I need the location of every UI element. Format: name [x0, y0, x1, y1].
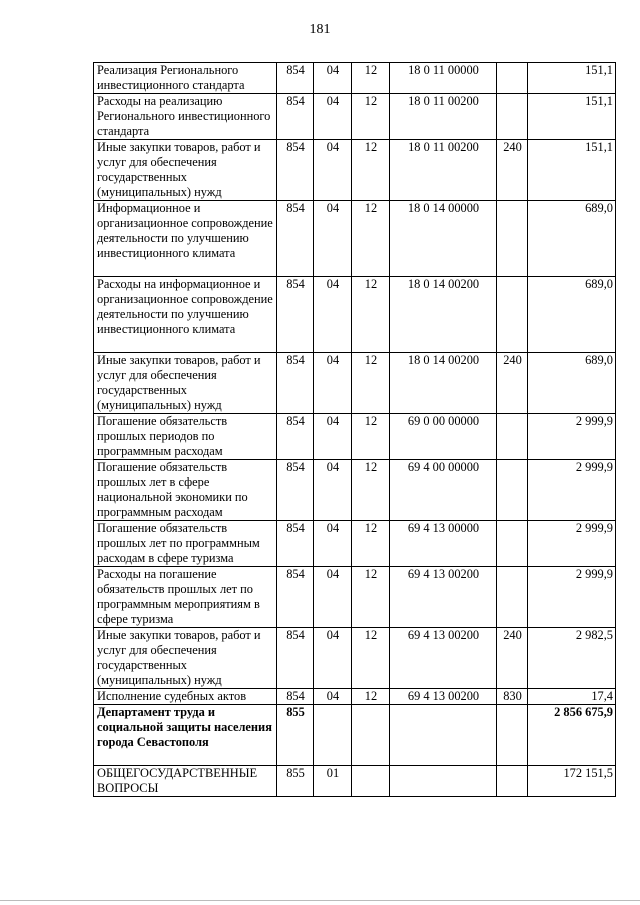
- row-target-article: 69 4 13 00200: [390, 689, 497, 705]
- row-amount: 2 999,9: [528, 567, 616, 628]
- row-name: Департамент труда и социальной защиты населения города Севастополя: [94, 705, 277, 766]
- row-ministry-code: 854: [277, 567, 314, 628]
- row-target-article: 18 0 14 00000: [390, 201, 497, 277]
- row-ministry-code: 854: [277, 414, 314, 460]
- row-target-article: 69 4 13 00000: [390, 521, 497, 567]
- row-target-article: 18 0 14 00200: [390, 353, 497, 414]
- row-amount: 17,4: [528, 689, 616, 705]
- table-row: [94, 201, 616, 277]
- row-name: ОБЩЕГОСУДАРСТВЕННЫЕ ВОПРОСЫ: [94, 766, 277, 797]
- row-expense-type: [497, 567, 528, 628]
- row-name: Иные закупки товаров, работ и услуг для обеспечения государственных (муниципальных) нужд: [94, 353, 277, 414]
- row-subsection-code: 12: [352, 628, 390, 689]
- row-expense-type: [497, 460, 528, 521]
- row-section-code: 04: [314, 353, 352, 414]
- row-subsection-code: [352, 766, 390, 797]
- row-name: Информационное и организационное сопровождение деятельности по улучшению инвестиционного климата: [94, 201, 277, 277]
- row-ministry-code: 855: [277, 705, 314, 766]
- row-section-code: 04: [314, 460, 352, 521]
- row-name: Расходы на реализацию Регионального инвестиционного стандарта: [94, 94, 277, 140]
- page-edge-divider: [0, 900, 640, 901]
- row-expense-type: [497, 414, 528, 460]
- row-expense-type: [497, 277, 528, 353]
- table-row: [94, 460, 616, 521]
- row-target-article: [390, 705, 497, 766]
- row-amount: 689,0: [528, 277, 616, 353]
- table-row: [94, 140, 616, 201]
- table-row: [94, 567, 616, 628]
- row-expense-type: [497, 521, 528, 567]
- table-row: [94, 94, 616, 140]
- table-row: [94, 63, 616, 94]
- row-ministry-code: 854: [277, 689, 314, 705]
- row-amount: 689,0: [528, 201, 616, 277]
- row-section-code: 04: [314, 63, 352, 94]
- row-ministry-code: 854: [277, 460, 314, 521]
- row-section-code: 04: [314, 628, 352, 689]
- table-row: [94, 628, 616, 689]
- table-row: [94, 353, 616, 414]
- row-subsection-code: 12: [352, 201, 390, 277]
- row-subsection-code: 12: [352, 63, 390, 94]
- row-target-article: 18 0 11 00200: [390, 140, 497, 201]
- row-name: Погашение обязательств прошлых лет по программным расходам в сфере туризма: [94, 521, 277, 567]
- row-target-article: 69 4 13 00200: [390, 628, 497, 689]
- row-ministry-code: 854: [277, 628, 314, 689]
- row-subsection-code: 12: [352, 414, 390, 460]
- row-expense-type: 240: [497, 140, 528, 201]
- row-ministry-code: 854: [277, 277, 314, 353]
- row-target-article: 69 0 00 00000: [390, 414, 497, 460]
- row-amount: 689,0: [528, 353, 616, 414]
- table-row: [94, 705, 616, 766]
- row-amount: 151,1: [528, 94, 616, 140]
- row-target-article: 18 0 11 00200: [390, 94, 497, 140]
- row-subsection-code: [352, 705, 390, 766]
- row-subsection-code: 12: [352, 94, 390, 140]
- row-amount: 2 999,9: [528, 521, 616, 567]
- row-section-code: 04: [314, 277, 352, 353]
- table-row: [94, 521, 616, 567]
- row-ministry-code: 854: [277, 140, 314, 201]
- row-expense-type: [497, 705, 528, 766]
- row-amount: 151,1: [528, 63, 616, 94]
- row-amount: 2 856 675,9: [528, 705, 616, 766]
- budget-table: [93, 62, 616, 797]
- row-amount: 172 151,5: [528, 766, 616, 797]
- row-section-code: 04: [314, 414, 352, 460]
- row-expense-type: [497, 766, 528, 797]
- row-subsection-code: 12: [352, 689, 390, 705]
- row-expense-type: 240: [497, 353, 528, 414]
- row-amount: 2 999,9: [528, 414, 616, 460]
- table-row: [94, 414, 616, 460]
- table-row: [94, 766, 616, 797]
- row-section-code: 04: [314, 94, 352, 140]
- row-expense-type: [497, 201, 528, 277]
- row-expense-type: 830: [497, 689, 528, 705]
- row-expense-type: 240: [497, 628, 528, 689]
- row-name: Иные закупки товаров, работ и услуг для обеспечения государственных (муниципальных) нужд: [94, 140, 277, 201]
- row-target-article: 18 0 14 00200: [390, 277, 497, 353]
- row-ministry-code: 854: [277, 521, 314, 567]
- row-subsection-code: 12: [352, 353, 390, 414]
- row-name: Погашение обязательств прошлых лет в сфере национальной экономики по программным расходам: [94, 460, 277, 521]
- row-name: Погашение обязательств прошлых периодов по программным расходам: [94, 414, 277, 460]
- row-ministry-code: 854: [277, 201, 314, 277]
- row-target-article: 69 4 13 00200: [390, 567, 497, 628]
- row-section-code: 04: [314, 201, 352, 277]
- row-name: Реализация Регионального инвестиционного стандарта: [94, 63, 277, 94]
- row-ministry-code: 854: [277, 63, 314, 94]
- row-target-article: 69 4 00 00000: [390, 460, 497, 521]
- row-section-code: [314, 705, 352, 766]
- row-name: Исполнение судебных актов: [94, 689, 277, 705]
- row-ministry-code: 854: [277, 353, 314, 414]
- row-name: Иные закупки товаров, работ и услуг для обеспечения государственных (муниципальных) нужд: [94, 628, 277, 689]
- row-subsection-code: 12: [352, 140, 390, 201]
- row-subsection-code: 12: [352, 460, 390, 521]
- row-section-code: 04: [314, 140, 352, 201]
- table-row: [94, 689, 616, 705]
- row-section-code: 04: [314, 689, 352, 705]
- row-subsection-code: 12: [352, 567, 390, 628]
- row-name: Расходы на погашение обязательств прошлых лет по программным мероприятиям в сфере туризма: [94, 567, 277, 628]
- row-ministry-code: 855: [277, 766, 314, 797]
- row-section-code: 04: [314, 521, 352, 567]
- page-number: 181: [309, 22, 331, 37]
- row-subsection-code: 12: [352, 277, 390, 353]
- table-row: [94, 277, 616, 353]
- row-amount: 2 999,9: [528, 460, 616, 521]
- row-section-code: 04: [314, 567, 352, 628]
- row-amount: 2 982,5: [528, 628, 616, 689]
- row-ministry-code: 854: [277, 94, 314, 140]
- row-amount: 151,1: [528, 140, 616, 201]
- row-target-article: [390, 766, 497, 797]
- row-subsection-code: 12: [352, 521, 390, 567]
- row-target-article: 18 0 11 00000: [390, 63, 497, 94]
- row-expense-type: [497, 94, 528, 140]
- row-expense-type: [497, 63, 528, 94]
- row-name: Расходы на информационное и организационное сопровождение деятельности по улучшению инвестиционного климата: [94, 277, 277, 353]
- row-section-code: 01: [314, 766, 352, 797]
